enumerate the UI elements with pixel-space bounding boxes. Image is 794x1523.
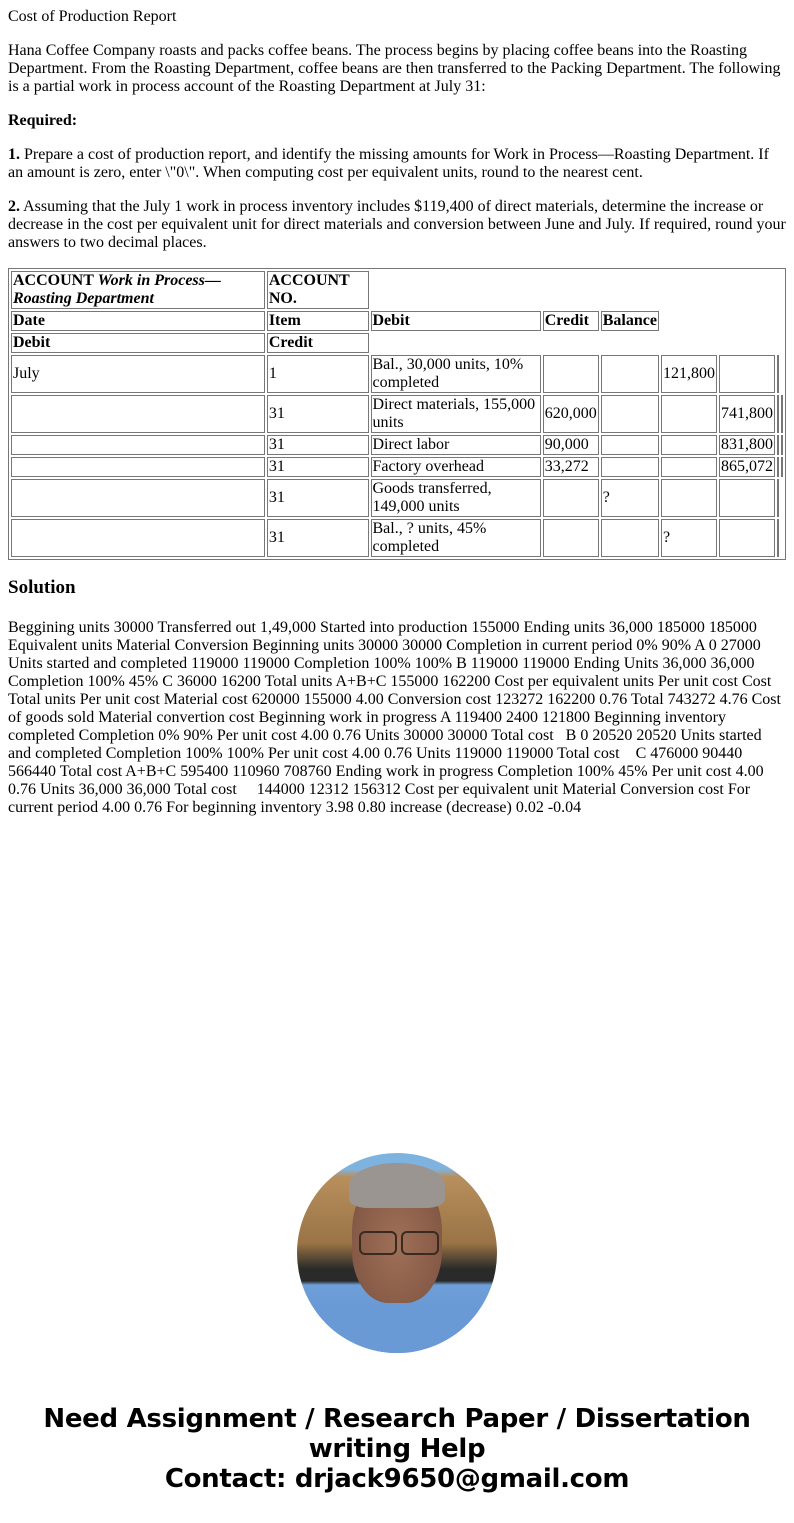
cell-balance-credit: 865,072	[720, 458, 773, 475]
cell-date	[11, 395, 265, 433]
question-1	[8, 146, 788, 182]
table-row	[11, 355, 783, 393]
cell-empty	[777, 479, 779, 517]
cell-balance-credit: 831,800	[720, 436, 773, 453]
header-balance-debit: Debit	[11, 333, 265, 353]
cell-empty	[777, 355, 779, 393]
cell-item: Direct labor	[371, 435, 541, 455]
account-no-cell: ACCOUNT NO.	[267, 271, 369, 309]
cell-date: July	[11, 355, 265, 393]
required-label: Required:	[8, 112, 78, 129]
cell-day: 31	[267, 435, 369, 455]
header-balance: Balance	[602, 312, 657, 329]
table-row	[11, 457, 783, 477]
cell-balance-credit: 741,800	[719, 395, 775, 433]
cell-date	[11, 479, 265, 517]
cell-credit	[601, 519, 659, 557]
column-header-row-2	[11, 333, 783, 353]
question-2-number: 2.	[8, 198, 20, 215]
cell-debit: 620,000	[543, 395, 599, 433]
cell-date	[11, 519, 265, 557]
glasses-icon	[359, 1231, 397, 1255]
question-1-text: Prepare a cost of production report, and identify the missing amounts for Work in Process—Roasting Department. If an amount is zero, enter \"0\". When computing cost per equivalent units, round to the nearest cent.	[8, 146, 769, 181]
cell-item: Bal., 30,000 units, 10% completed	[371, 355, 541, 393]
table-row	[11, 435, 783, 455]
solution-heading: Solution	[8, 577, 76, 598]
cell-debit: 33,272	[543, 457, 599, 477]
cell-balance-debit	[661, 435, 717, 455]
intro-paragraph: Hana Coffee Company roasts and packs coffee beans. The process begins by placing coffee beans into the Roasting Department. From the Roasting Department, coffee beans are then transferred to the Packing Department. The following is a partial work in process account of the Roasting Department at July 31:	[8, 42, 781, 95]
cell-balance-debit	[661, 457, 717, 477]
cell-credit	[601, 355, 659, 393]
cell-balance-debit: ?	[661, 519, 717, 557]
cell-balance-credit	[719, 479, 775, 517]
avatar-hair	[349, 1163, 445, 1208]
column-header-row-1	[11, 311, 783, 331]
cell-empty	[777, 519, 779, 557]
cell-balance-debit	[661, 395, 717, 433]
promo-contact: Contact: drjack9650@gmail.com	[164, 1464, 630, 1494]
cell-balance-credit	[719, 355, 775, 393]
cell-credit	[601, 395, 659, 433]
header-debit: Debit	[371, 311, 541, 331]
page-title: Cost of Production Report	[8, 8, 177, 25]
cell-date	[11, 457, 265, 477]
cell-day: 31	[267, 479, 369, 517]
cell-empty	[781, 435, 783, 455]
cell-date	[11, 435, 265, 455]
cell-credit	[601, 457, 659, 477]
cell-debit: 90,000	[543, 435, 599, 455]
promo-banner	[0, 1404, 794, 1494]
cell-day: 31	[267, 457, 369, 477]
cell-debit	[543, 479, 599, 517]
cell-credit: ?	[601, 479, 659, 517]
cell-item: Factory overhead	[371, 457, 541, 477]
header-date: Date	[11, 311, 265, 331]
header-credit: Credit	[543, 311, 599, 331]
cell-debit	[543, 355, 599, 393]
cell-empty	[777, 435, 779, 455]
account-header-row	[11, 271, 783, 309]
cell-item: Direct materials, 155,000 units	[371, 395, 541, 433]
table-row	[11, 519, 783, 557]
account-name: Work in Process—Roasting Department	[13, 272, 221, 307]
cell-empty	[781, 457, 783, 477]
cell-day: 31	[267, 519, 369, 557]
table-row	[11, 479, 783, 517]
cell-balance-credit	[719, 519, 775, 557]
header-balance-credit: Credit	[267, 333, 369, 353]
cell-day: 1	[267, 355, 369, 393]
glasses-icon	[401, 1231, 439, 1255]
account-name-cell	[11, 271, 265, 309]
header-item: Item	[267, 311, 369, 331]
cell-item: Bal., ? units, 45% completed	[371, 519, 541, 557]
cell-credit	[601, 435, 659, 455]
promo-line-2: writing Help	[308, 1434, 486, 1464]
avatar-shirt	[297, 1303, 497, 1353]
cell-day: 31	[267, 395, 369, 433]
cell-balance-debit: 121,800	[661, 355, 717, 393]
table-row	[11, 395, 783, 433]
solution-body: Beggining units 30000 Transferred out 1,49,000 Started into production 155000 Ending units 36,000 185000 185000 Equivalent units Material Conversion Beginning units 30000 30000 Completion in current period 0% 90% A 0 27000 Units started and completed 119000 119000 Completion 100% 100% B 119000 119000 Ending Units 36,000 36,000 Completion 100% 45% C 36000 16200 Total units A+B+C 155000 162200 Cost per equivalent units Per unit cost Cost Total units Per unit cost Material cost 620000 155000 4.00 Conversion cost 123272 162200 0.76 Total 743272 4.76 Cost of goods sold Material convertion cost Beginning work in progress A 119400 2400 121800 Beginning inventory completed Completion 0% 90% Per unit cost 4.00 0.76 Units 30000 30000 Total cost B 0 20520 20520 Units started and completed Completion 100% 100% Per unit cost 4.00 0.76 Units 119000 119000 Total cost C 476000 90440 566440 Total cost A+B+C 595400 110960 708760 Ending work in progress Completion 100% 45% Per unit cost 4.00 0.76 Units 36,000 36,000 Total cost 144000 12312 156312 Cost per equivalent unit Material Conversion cost For current period 4.00 0.76 For beginning inventory 3.98 0.80 increase (decrease) 0.02 -0.04	[8, 619, 781, 816]
author-avatar	[297, 1153, 497, 1353]
question-2	[8, 198, 788, 252]
cell-debit	[543, 519, 599, 557]
question-1-number: 1.	[8, 146, 20, 163]
cell-empty	[777, 457, 779, 477]
cell-balance-debit	[661, 479, 717, 517]
account-label: ACCOUNT	[13, 272, 94, 289]
work-in-process-account-table	[8, 268, 786, 560]
question-2-text: Assuming that the July 1 work in process inventory includes $119,400 of direct materials, determine the increase or decrease in the cost per equivalent unit for direct materials and conversion between June and July. If required, round your answers to two decimal places.	[8, 198, 786, 251]
promo-line-1: Need Assignment / Research Paper / Dissertation	[43, 1404, 751, 1434]
cell-empty	[781, 395, 783, 433]
cell-item: Goods transferred, 149,000 units	[371, 479, 541, 517]
cell-empty	[777, 395, 779, 433]
